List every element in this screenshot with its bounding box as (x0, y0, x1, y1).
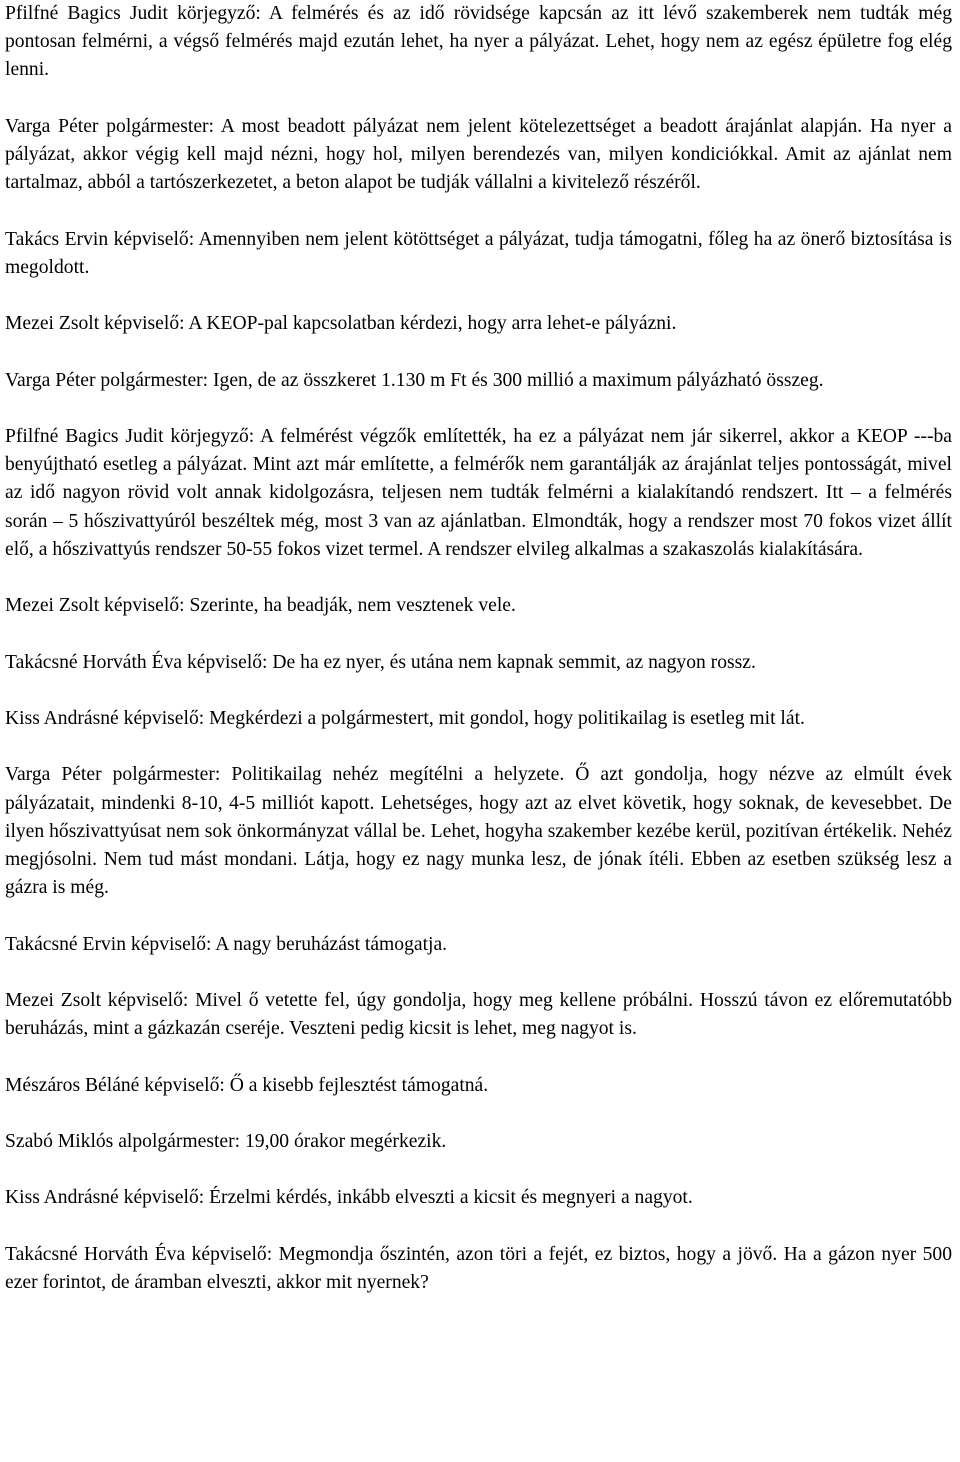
paragraph-4: Mezei Zsolt képviselő: A KEOP-pal kapcsolatban kérdezi, hogy arra lehet-e pályázni. (5, 313, 677, 335)
paragraph-1: Pfilfné Bagics Judit körjegyző: A felmérés és az idő rövidsége kapcsán az itt lévő szakemberek nem tudták még pontosan felmérni, a végső felmérés majd ezután lehet, ha nyer a pályázat. Lehet, hogy nem az egész épületre fog elég lenni. (5, 3, 952, 81)
paragraph-16: Takácsné Horváth Éva képviselő: Megmondja őszintén, azon töri a fejét, ez biztos, hogy a jövő. Ha a gázon nyer 500 ezer forintot, de áramban elveszti, akkor mit nyernek? (5, 1243, 952, 1293)
paragraph-7: Mezei Zsolt képviselő: Szerinte, ha beadják, nem vesztenek vele. (5, 595, 516, 617)
paragraph-13: Mészáros Béláné képviselő: Ő a kisebb fejlesztést támogatná. (5, 1074, 489, 1096)
paragraph-8: Takácsné Horváth Éva képviselő: De ha ez nyer, és utána nem kapnak semmit, az nagyon rossz. (5, 651, 756, 673)
paragraph-2: Varga Péter polgármester: A most beadott pályázat nem jelent kötelezettséget a beadott árajánlat alapján. Ha nyer a pályázat, akkor végig kell majd nézni, hogy hol, milyen berendezés van, milyen kondiciókkal. Amit az ajánlat nem tartalmaz, abból a tartószerkezetet, a beton alapot be tudják vállalni a kivitelező részéről. (5, 115, 952, 194)
paragraph-6: Pfilfné Bagics Judit körjegyző: A felmérést végzők említették, ha ez a pályázat nem jár sikerrel, akkor a KEOP ---ba benyújtható esetleg a pályázat. Mint azt már említette, a felmérők nem garantálják az árajánlat teljes pontosságát, mivel az idő nagyon rövid volt annak kidolgozásra, teljesen nem tudták felmérni a kialakítandó rendszert. Itt – a felmérés során – 5 hőszivattyúról beszéltek még, most 3 van az ajánlatban. Elmondták, hogy a rendszer most 70 fokos vizet állít elő, a hőszivattyús rendszer 50-55 fokos vizet termel. A rendszer elvileg alkalmas a szakaszolás kialakítására. (5, 425, 952, 560)
paragraph-5: Varga Péter polgármester: Igen, de az összkeret 1.130 m Ft és 300 millió a maximum pályázható összeg. (5, 369, 824, 391)
paragraph-14: Szabó Miklós alpolgármester: 19,00 órakor megérkezik. (5, 1130, 447, 1152)
paragraph-3: Takács Ervin képviselő: Amennyiben nem jelent kötöttséget a pályázat, tudja támogatni, főleg ha az önerő biztosítása is megoldott. (5, 228, 952, 278)
paragraph-12: Mezei Zsolt képviselő: Mivel ő vetette fel, úgy gondolja, hogy meg kellene próbálni. Hosszú távon ez előremutatóbb beruházás, mint a gázkazán cseréje. Veszteni pedig kicsit is lehet, meg nagyot is. (5, 989, 952, 1040)
paragraph-9: Kiss Andrásné képviselő: Megkérdezi a polgármestert, mit gondol, hogy politikailag is esetleg mit lát. (5, 707, 805, 729)
paragraph-10: Varga Péter polgármester: Politikailag nehéz megítélni a helyzete. Ő azt gondolja, hogy nézve az elmúlt évek pályázatait, mindenki 8-10, 4-5 milliót kapott. Lehetséges, hogy azt az elvet követik, hogy soknak, de kevesebbet. De ilyen hőszivattyúsat nem sok önkormányzat vállal be. Lehet, hogyha szakember kezébe kerül, pozitívan értékelik. Nehéz megjósolni. Nem tud mást mondani. Látja, hogy ez nagy munka lesz, de jónak ítéli. Ebben az esetben szükség lesz a gázra is még. (5, 764, 952, 899)
paragraph-15: Kiss Andrásné képviselő: Érzelmi kérdés, inkább elveszti a kicsit és megnyeri a nagyot. (5, 1187, 693, 1209)
paragraph-11: Takácsné Ervin képviselő: A nagy beruházást támogatja. (5, 933, 448, 955)
